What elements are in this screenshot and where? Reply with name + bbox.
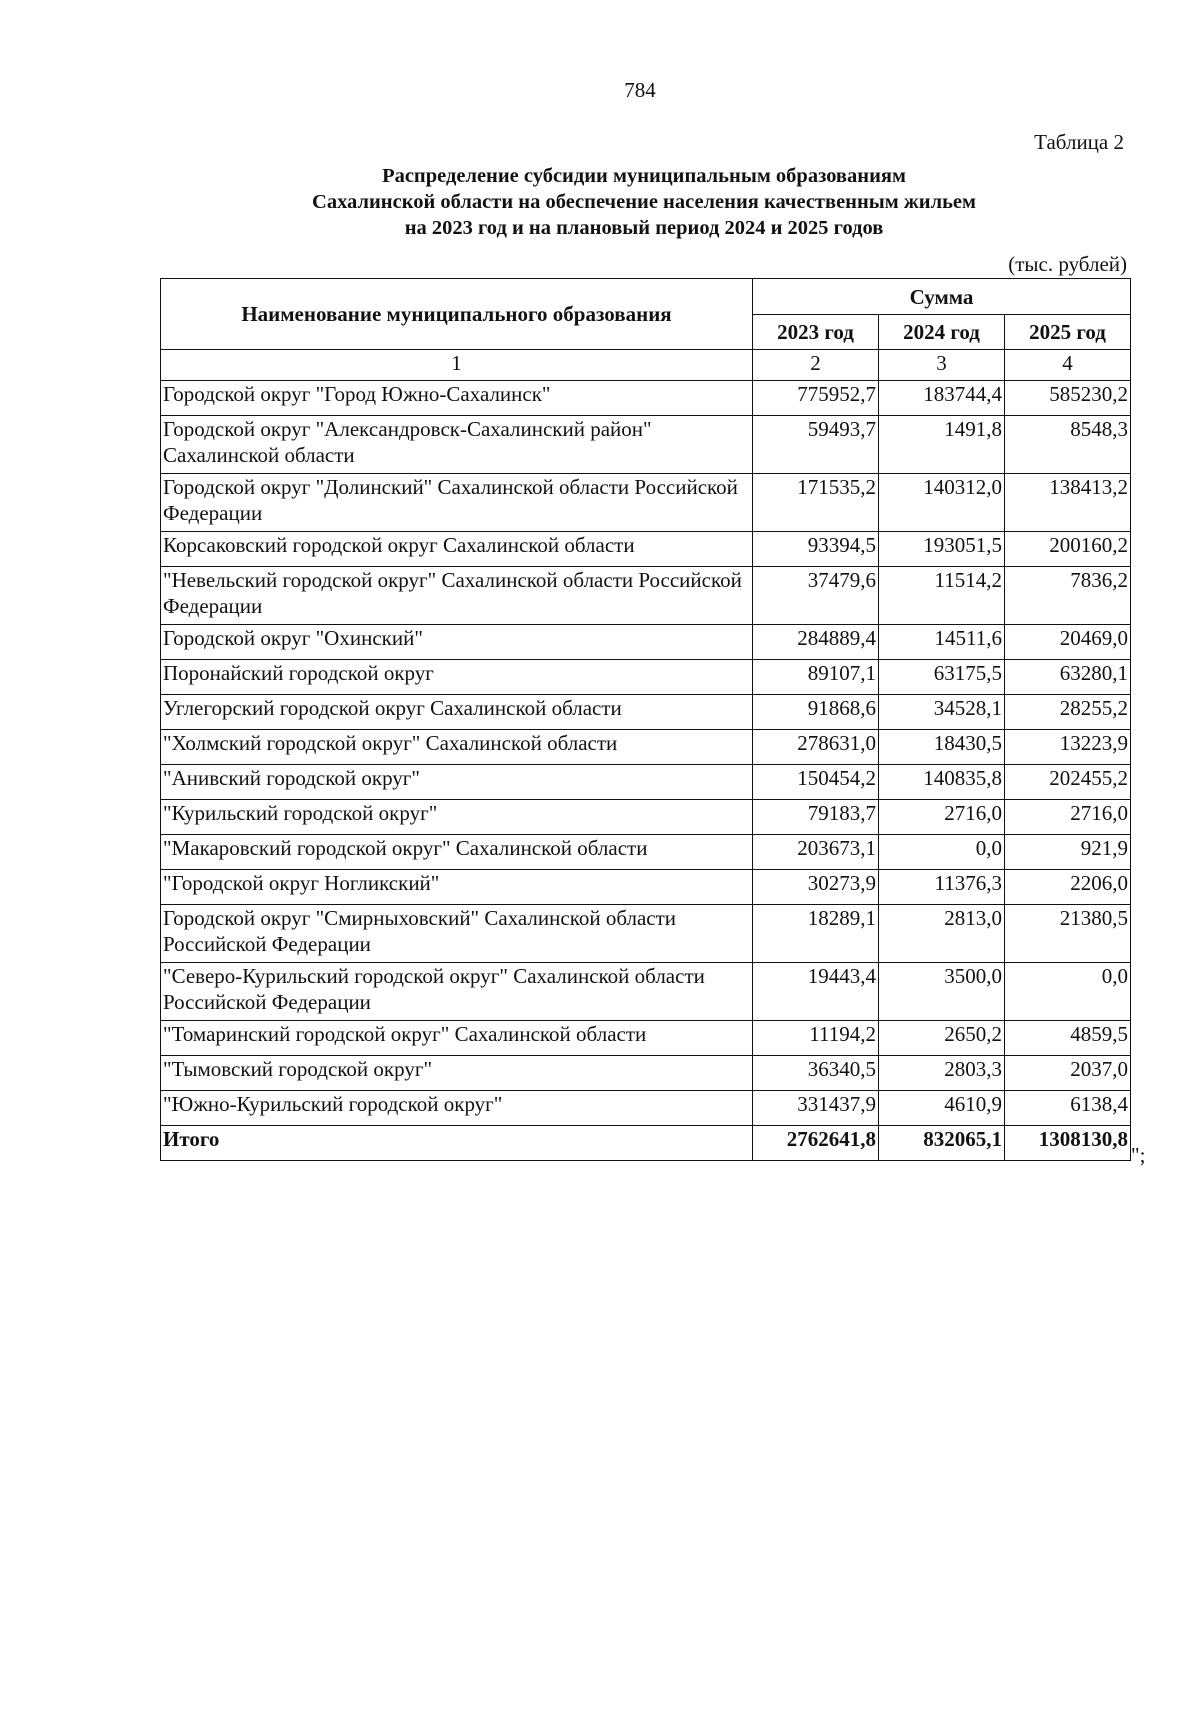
value-2025: 4859,5 (1005, 1021, 1131, 1056)
value-2024: 1491,8 (879, 416, 1005, 474)
row-name: Городской округ "Охинский" (161, 625, 753, 660)
value-2024: 2813,0 (879, 905, 1005, 963)
row-name: "Анивский городской округ" (161, 765, 753, 800)
value-2024: 140835,8 (879, 765, 1005, 800)
table-row (161, 1056, 1131, 1091)
table-row (161, 870, 1131, 905)
value-2023: 150454,2 (753, 765, 879, 800)
total-row (161, 1126, 1131, 1161)
value-2023: 36340,5 (753, 1056, 879, 1091)
row-name: Углегорский городской округ Сахалинской области (161, 695, 753, 730)
header-year-2023: 2023 год (753, 315, 879, 350)
header-sum: Сумма (753, 279, 1131, 315)
value-2023: 91868,6 (753, 695, 879, 730)
table-row (161, 730, 1131, 765)
value-2023: 203673,1 (753, 835, 879, 870)
total-2025: 1308130,8 (1005, 1126, 1131, 1161)
row-name: Городской округ "Город Южно-Сахалинск" (161, 381, 753, 416)
title-line-3: на 2023 год и на плановый период 2024 и 2025 годов (404, 217, 884, 239)
row-name: "Макаровский городской округ" Сахалинской области (161, 835, 753, 870)
table-row (161, 963, 1131, 1021)
row-name: "Холмский городской округ" Сахалинской области (161, 730, 753, 765)
page-number: 784 (624, 78, 656, 102)
value-2023: 18289,1 (753, 905, 879, 963)
header-name: Наименование муниципального образования (161, 279, 753, 350)
value-2024: 193051,5 (879, 532, 1005, 567)
value-2025: 0,0 (1005, 963, 1131, 1021)
value-2025: 63280,1 (1005, 660, 1131, 695)
table-row (161, 660, 1131, 695)
column-index-2: 2 (753, 350, 879, 381)
value-2023: 30273,9 (753, 870, 879, 905)
value-2023: 331437,9 (753, 1091, 879, 1126)
row-name: Городской округ "Долинский" Сахалинской области Российской Федерации (161, 474, 753, 532)
value-2025: 2716,0 (1005, 800, 1131, 835)
table-row (161, 905, 1131, 963)
value-2024: 140312,0 (879, 474, 1005, 532)
table-row (161, 1091, 1131, 1126)
table-row (161, 695, 1131, 730)
value-2025: 921,9 (1005, 835, 1131, 870)
value-2024: 18430,5 (879, 730, 1005, 765)
value-2024: 4610,9 (879, 1091, 1005, 1126)
value-2024: 11376,3 (879, 870, 1005, 905)
table-label: Таблица 2 (1034, 130, 1124, 154)
value-2024: 0,0 (879, 835, 1005, 870)
total-2023: 2762641,8 (753, 1126, 879, 1161)
value-2024: 3500,0 (879, 963, 1005, 1021)
value-2024: 2803,3 (879, 1056, 1005, 1091)
value-2023: 37479,6 (753, 567, 879, 625)
value-2024: 63175,5 (879, 660, 1005, 695)
value-2023: 11194,2 (753, 1021, 879, 1056)
value-2023: 284889,4 (753, 625, 879, 660)
value-2024: 2650,2 (879, 1021, 1005, 1056)
row-name: Городской округ "Александровск-Сахалинский район" Сахалинской области (161, 416, 753, 474)
column-index-3: 3 (879, 350, 1005, 381)
total-2024: 832065,1 (879, 1126, 1005, 1161)
header-year-2025: 2025 год (1005, 315, 1131, 350)
value-2025: 13223,9 (1005, 730, 1131, 765)
row-name: "Невельский городской округ" Сахалинской области Российской Федерации (161, 567, 753, 625)
value-2025: 138413,2 (1005, 474, 1131, 532)
value-2023: 278631,0 (753, 730, 879, 765)
units-label: (тыс. рублей) (1008, 252, 1127, 276)
value-2024: 183744,4 (879, 381, 1005, 416)
value-2023: 19443,4 (753, 963, 879, 1021)
row-name: "Курильский городской округ" (161, 800, 753, 835)
table-row (161, 625, 1131, 660)
value-2025: 6138,4 (1005, 1091, 1131, 1126)
table-row (161, 800, 1131, 835)
table-row (161, 1021, 1131, 1056)
value-2024: 11514,2 (879, 567, 1005, 625)
closing-quote-mark: "; (1131, 1143, 1146, 1167)
value-2023: 171535,2 (753, 474, 879, 532)
table-row (161, 532, 1131, 567)
header-year-2024: 2024 год (879, 315, 1005, 350)
table-row (161, 835, 1131, 870)
table-row (161, 474, 1131, 532)
row-name: Корсаковский городской округ Сахалинской области (161, 532, 753, 567)
value-2025: 585230,2 (1005, 381, 1131, 416)
column-index-4: 4 (1005, 350, 1131, 381)
value-2025: 200160,2 (1005, 532, 1131, 567)
table-row (161, 765, 1131, 800)
value-2025: 21380,5 (1005, 905, 1131, 963)
title-line-1: Распределение субсидии муниципальным образованиям (382, 165, 906, 187)
row-name: "Тымовский городской округ" (161, 1056, 753, 1091)
row-name: Городской округ "Смирныховский" Сахалинской области Российской Федерации (161, 905, 753, 963)
value-2024: 2716,0 (879, 800, 1005, 835)
row-name: "Томаринский городской округ" Сахалинской области (161, 1021, 753, 1056)
title-line-2: Сахалинской области на обеспечение населения качественным жильем (312, 191, 976, 213)
value-2023: 775952,7 (753, 381, 879, 416)
value-2025: 7836,2 (1005, 567, 1131, 625)
value-2023: 93394,5 (753, 532, 879, 567)
value-2023: 79183,7 (753, 800, 879, 835)
value-2024: 34528,1 (879, 695, 1005, 730)
row-name: "Городской округ Ногликский" (161, 870, 753, 905)
document-title (160, 163, 1128, 241)
value-2025: 2206,0 (1005, 870, 1131, 905)
value-2025: 20469,0 (1005, 625, 1131, 660)
table-row (161, 416, 1131, 474)
table-row (161, 381, 1131, 416)
value-2023: 89107,1 (753, 660, 879, 695)
row-name: "Южно-Курильский городской округ" (161, 1091, 753, 1126)
subsidy-table (160, 278, 1131, 1161)
value-2023: 59493,7 (753, 416, 879, 474)
total-label: Итого (161, 1126, 753, 1161)
value-2025: 202455,2 (1005, 765, 1131, 800)
row-name: "Северо-Курильский городской округ" Сахалинской области Российской Федерации (161, 963, 753, 1021)
value-2024: 14511,6 (879, 625, 1005, 660)
row-name: Поронайский городской округ (161, 660, 753, 695)
value-2025: 2037,0 (1005, 1056, 1131, 1091)
table-row (161, 567, 1131, 625)
column-index-1: 1 (161, 350, 753, 381)
value-2025: 8548,3 (1005, 416, 1131, 474)
value-2025: 28255,2 (1005, 695, 1131, 730)
